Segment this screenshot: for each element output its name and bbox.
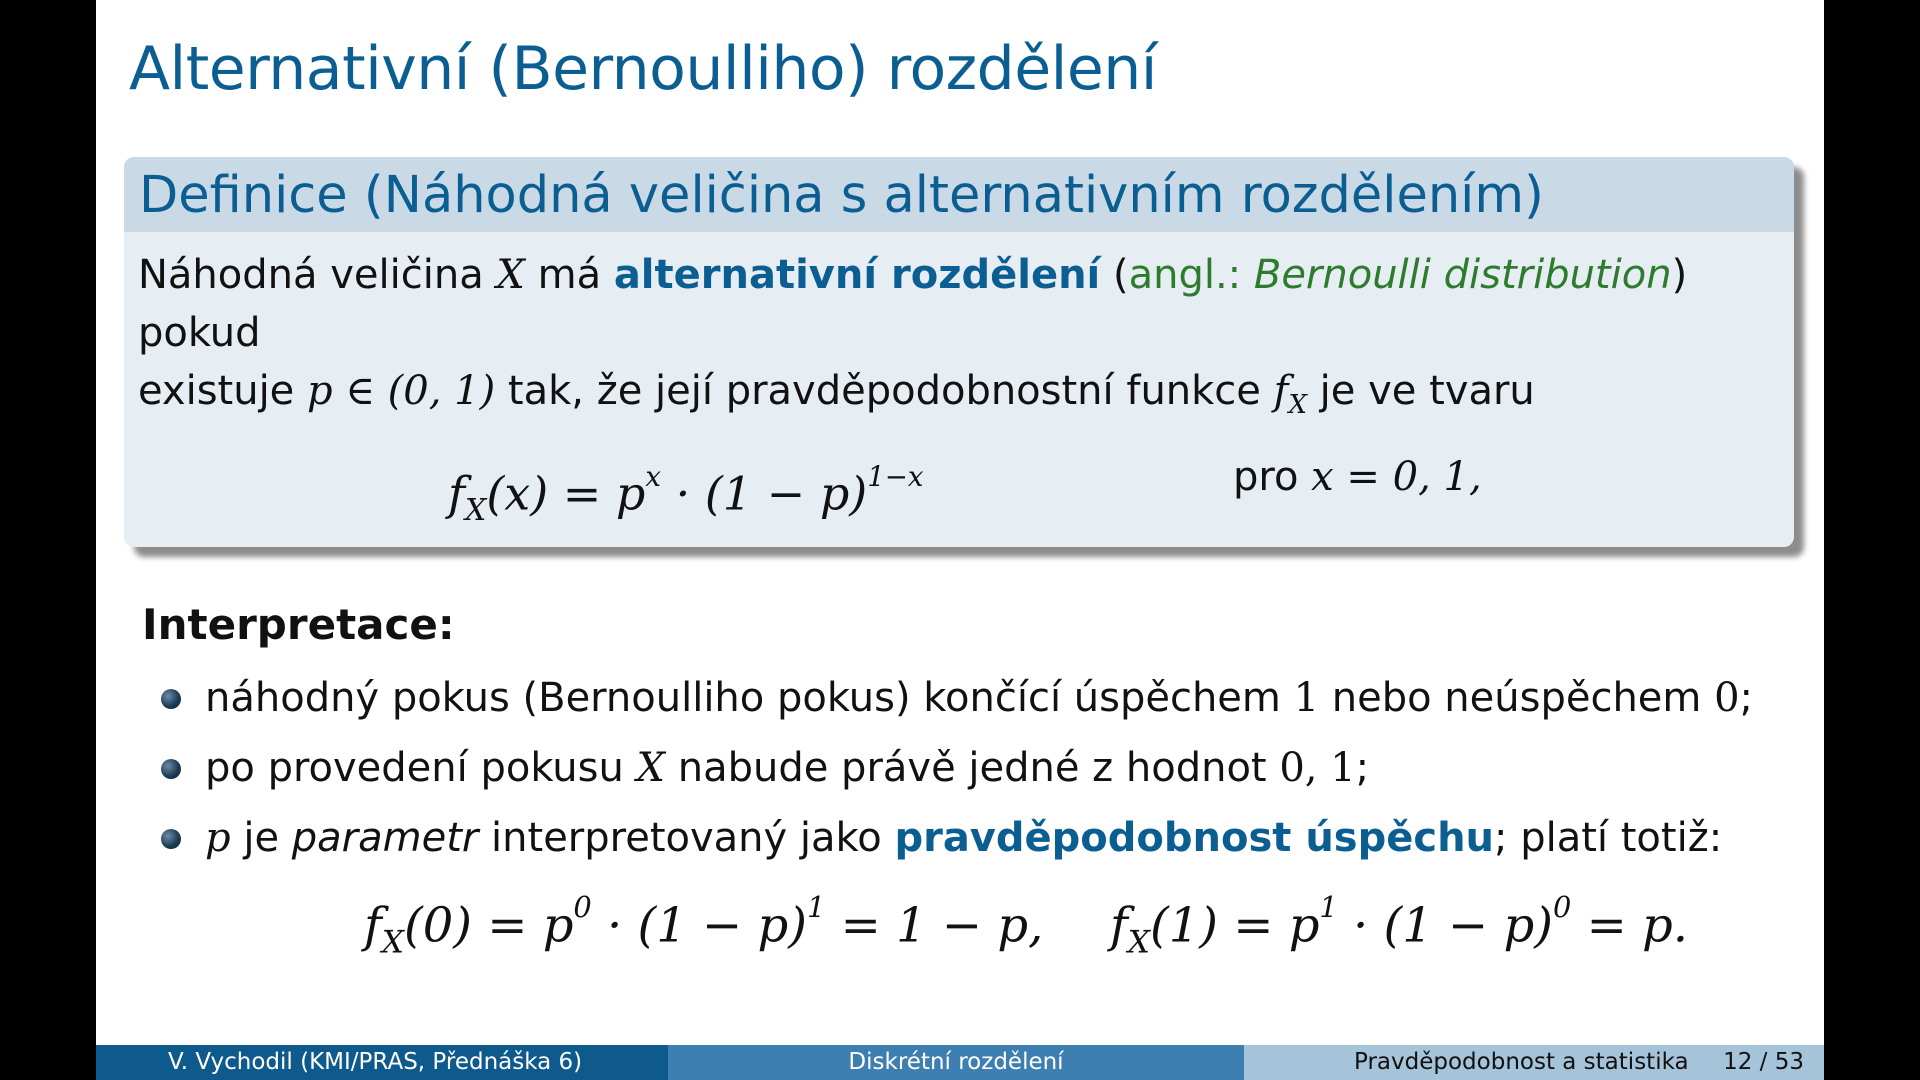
page-number: 12 / 53 [1723, 1049, 1804, 1075]
bullet-icon [161, 829, 181, 849]
footer-subject: Pravděpodobnost a statistika [1354, 1049, 1689, 1075]
footer-author: V. Vychodil (KMI/PRAS, Přednáška 6) [96, 1045, 668, 1080]
definition-body [124, 232, 1794, 547]
definition-line-2: existuje p ∈ (0, 1) tak, že její pravděpodobnostní funkce $f_X$ je ve tvaru [138, 368, 1535, 421]
definition-block [124, 157, 1794, 547]
list-item: p je parametr interpretovaný jako pravděpodobnost úspěchu; platí totiž: [161, 808, 1753, 878]
term-success-probability: pravděpodobnost úspěchu [894, 815, 1495, 861]
pmf-formula: $f_X(x) = p^x \cdot (1 - p)^{1-x}$ pro x = 0, 1, [138, 448, 1780, 540]
pmf-condition: pro x = 0, 1, [1233, 454, 1482, 501]
footer-right [1244, 1045, 1824, 1080]
footer [96, 1045, 1824, 1080]
english-term: angl.: Bernoulli distribution [1128, 252, 1672, 298]
slide [96, 0, 1824, 1080]
interpretation-list [161, 668, 1753, 878]
list-item: po provedení pokusu X nabude právě jedné z hodnot 0, 1; [161, 738, 1753, 808]
bullet-icon [161, 759, 181, 779]
formula-f-zero: $f_X(0) = p^0 \cdot (1 - p)^1 = 1 - p$, [364, 890, 1044, 961]
formula-f-one: $f_X(1) = p^1 \cdot (1 - p)^0 = p$. [1110, 890, 1689, 961]
list-item: náhodný pokus (Bernoulliho pokus) končící úspěchem 1 nebo neúspěchem 0; [161, 668, 1753, 738]
bullet-icon [161, 689, 181, 709]
definition-line-1: Náhodná veličina X má alternativní rozdělení (angl.: Bernoulli distribution) pokud [138, 252, 1688, 356]
interpretation-heading: Interpretace: [142, 600, 455, 649]
footer-section: Diskrétní rozdělení [668, 1045, 1244, 1080]
term-alternative-distribution: alternativní rozdělení [613, 252, 1101, 298]
definition-heading: Definice (Náhodná veličina s alternativním rozdělením) [124, 157, 1794, 232]
slide-title: Alternativní (Bernoulliho) rozdělení [129, 34, 1157, 104]
